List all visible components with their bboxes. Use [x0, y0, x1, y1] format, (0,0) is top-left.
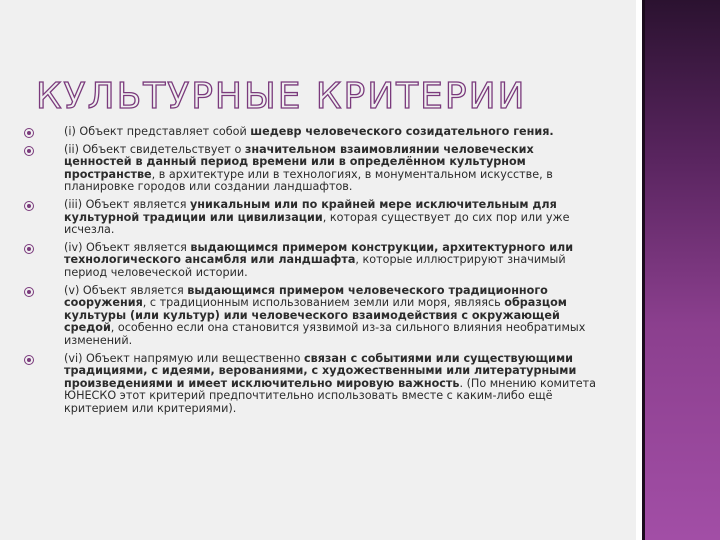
criterion-item: [22, 353, 598, 416]
criteria-list: [22, 126, 598, 420]
criterion-highlight: выдающимся примером конструкции, архитектурного или технологического ансамбля или ландшафта: [64, 240, 574, 267]
criterion-text: [64, 242, 598, 280]
bullet-circle-icon: [24, 128, 34, 138]
bullet-circle-icon: [24, 287, 34, 297]
criterion-segment: (iv) Объект является: [64, 240, 191, 254]
criterion-segment: , которая существует до сих пор или уже исчезла.: [64, 210, 570, 237]
criterion-segment: (vi) Объект напрямую или вещественно: [64, 351, 305, 365]
criterion-highlight: уникальным или по крайней мере исключительным для культурной традиции или цивилизации: [64, 197, 557, 224]
criterion-highlight: значительном взаимовлиянии человеческих ценностей в данный период времени или в определённом культурном пространстве: [64, 142, 534, 181]
criterion-segment: (ii) Объект свидетельствует о: [64, 142, 245, 156]
slide-title-text: КУЛЬТУРНЫЕ КРИТЕРИИ: [36, 76, 527, 116]
slide-title: [34, 72, 574, 116]
criterion-segment: (v) Объект является: [64, 283, 188, 297]
criterion-item: [22, 285, 598, 348]
bullet-circle-icon: [24, 146, 34, 156]
criterion-segment: , с традиционным использованием земли или моря, являясь: [142, 296, 505, 310]
bullet-circle-icon: [24, 201, 34, 211]
criterion-item: [22, 126, 598, 139]
criterion-text: [64, 126, 598, 139]
criterion-highlight: шедевр человеческого созидательного гения.: [250, 125, 554, 138]
bullet-circle-icon: [24, 244, 34, 254]
bullet-circle-icon: [24, 355, 34, 365]
criterion-highlight: выдающимся примером человеческого традиционного сооружения: [64, 283, 548, 310]
criterion-item: [22, 199, 598, 237]
criterion-segment: . (По мнению комитета ЮНЕСКО этот критерий предпочтительно использовать вместе с каким-либо ещё критерием или критериями).: [64, 376, 597, 415]
criterion-text: [64, 144, 598, 194]
criterion-segment: (iii) Объект является: [64, 197, 190, 211]
criterion-text: [64, 353, 598, 416]
criterion-text: [64, 285, 598, 348]
criterion-item: [22, 144, 598, 194]
criterion-segment: , в архитектуре или в технологиях, в монументальном искусстве, в планировке городов или создании ландшафтов.: [64, 167, 553, 194]
criterion-segment: , которые иллюстрируют значимый период человеческой истории.: [64, 253, 566, 279]
criterion-segment: (i) Объект представляет собой: [64, 125, 251, 138]
criterion-highlight: образцом культуры (или культур) или человеческого взаимодействия с окружающей средой: [64, 296, 567, 335]
decorative-side-strip: [642, 0, 720, 540]
criterion-text: [64, 199, 598, 237]
criterion-segment: , особенно если она становится уязвимой из-за сильного влияния необратимых изменений.: [64, 321, 586, 347]
criterion-highlight: связан с событиями или существующими традициями, с идеями, верованиями, с художественными или литературными произведениями и имеет исключительно мировую важность: [64, 351, 577, 390]
criterion-item: [22, 242, 598, 280]
